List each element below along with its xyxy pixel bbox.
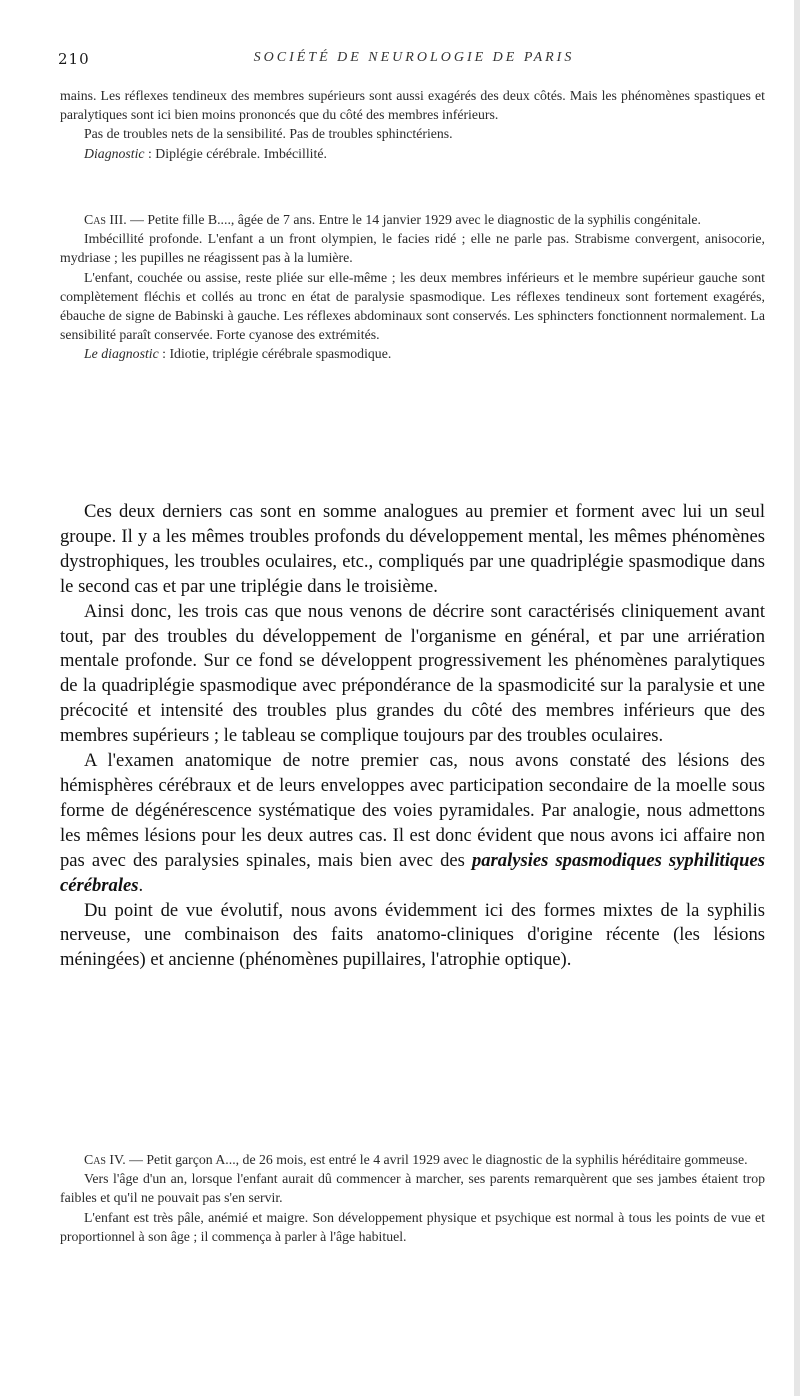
- body-paragraph: Ainsi donc, les trois cas que nous venons de décrire sont caractérisés cliniquement avant tout, par des troubles du développement de l'organisme en général, et par une arriération mentale profonde. Sur ce fond se développent progressivement les phénomènes paralytiques de la quadriplégie spasmodique avec prépondérance de la spasmodicité sur la paralysie et une précocité et intensité des troubles plus grandes du côté des membres inférieurs que des membres supérieurs ; le tableau se complique toujours par des troubles oculaires.: [60, 600, 765, 747]
- diagnosis-text: : Diplégie cérébrale. Imbécillité.: [144, 145, 327, 161]
- case-3-block: [60, 210, 765, 364]
- diagnosis-label: Le diagnostic: [84, 346, 159, 362]
- body-paragraph: Du point de vue évolutif, nous avons évidemment ici des formes mixtes de la syphilis nerveuse, une combinaison des faits anatomo-cliniques d'origine récente (les lésions méningées) et ancienne (phénomènes pupillaires, l'atrophie optique).: [60, 899, 765, 971]
- case-paragraph: Pas de troubles nets de la sensibilité. Pas de troubles sphinctériens.: [84, 126, 453, 142]
- page-number: 210: [58, 50, 90, 68]
- case-paragraph: mains. Les réflexes tendineux des membres supérieurs sont aussi exagérés des deux côtés. Mais les phénomènes spastiques et paralytiques sont ici bien moins prononcés que du côté des membres inférieurs.: [60, 88, 765, 123]
- diagnosis-line: [60, 344, 765, 363]
- diagnosis-text: : Idiotie, triplégie cérébrale spasmodique.: [158, 346, 392, 362]
- page-header: [58, 50, 770, 72]
- main-body-text: [60, 500, 765, 973]
- case-4-label: Cas IV.: [84, 1152, 126, 1167]
- case-4-intro: [60, 1150, 765, 1169]
- case-notes-block-1: [60, 86, 765, 163]
- body-text: A l'examen anatomique de notre premier cas, nous avons constaté des lésions des hémisphères cérébraux et de leurs enveloppes avec participation secondaire de la moelle sous forme de dégénérescence systématique des voies pyramidales. Par analogie, nous admettons les mêmes lésions pour les deux autres cas. Il est donc évident que nous avons ici affaire non pas avec des paralysies spinales, mais bien avec des: [60, 750, 765, 871]
- case-4-block: [60, 1150, 765, 1246]
- case-3-label: Cas III.: [84, 212, 127, 227]
- page-edge-shadow: [794, 0, 800, 1396]
- case-paragraph: Vers l'âge d'un an, lorsque l'enfant aurait dû commencer à marcher, ses parents remarquèrent que ses jambes étaient trop faibles et qu'il ne pouvait pas s'en servir.: [60, 1171, 765, 1206]
- body-paragraph: Ces deux derniers cas sont en somme analogues au premier et forment avec lui un seul groupe. Il y a les mêmes troubles profonds du développement mental, les mêmes phénomènes dystrophiques, les troubles oculaires, etc., compliqués par une quadriplégie spasmodique dans le second cas et par une triplégie dans le troisième.: [60, 501, 765, 597]
- case-4-intro-text: — Petit garçon A..., de 26 mois, est entré le 4 avril 1929 avec le diagnostic de la syphilis héréditaire gommeuse.: [125, 1152, 748, 1167]
- body-paragraph: [60, 749, 765, 898]
- body-text-end: .: [138, 874, 144, 896]
- case-3-intro-text: — Petite fille B...., âgée de 7 ans. Entre le 14 janvier 1929 avec le diagnostic de la syphilis congénitale.: [126, 212, 701, 227]
- diagnosis-label: Diagnostic: [84, 145, 145, 161]
- running-title: SOCIÉTÉ DE NEUROLOGIE DE PARIS: [253, 50, 575, 65]
- case-paragraph: Imbécillité profonde. L'enfant a un front olympien, le facies ridé ; elle ne parle pas. Strabisme convergent, anisocorie, mydriase ; les pupilles ne réagissent pas à la lumière.: [60, 231, 765, 266]
- emphasized-term: paralysies spasmodiques syphilitiques cérébrales: [60, 849, 765, 896]
- case-paragraph: L'enfant, couchée ou assise, reste pliée sur elle-même ; les deux membres inférieurs et le membre supérieur gauche sont complètement fléchis et collés au tronc en état de paralysie spasmodique. Les réflexes tendineux sont fortement exagérés, ébauche de signe de Babinski à gauche. Les réflexes abdominaux sont conservés. Les sphincters fonctionnent normalement. La sensibilité paraît conservée. Forte cyanose des extrémités.: [60, 269, 765, 343]
- diagnosis-line: [60, 144, 765, 163]
- case-paragraph: L'enfant est très pâle, anémié et maigre. Son développement physique et psychique est normal à tous les points de vue et proportionnel à son âge ; il commença à parler à l'âge habituel.: [60, 1209, 765, 1244]
- case-3-intro: [60, 210, 765, 229]
